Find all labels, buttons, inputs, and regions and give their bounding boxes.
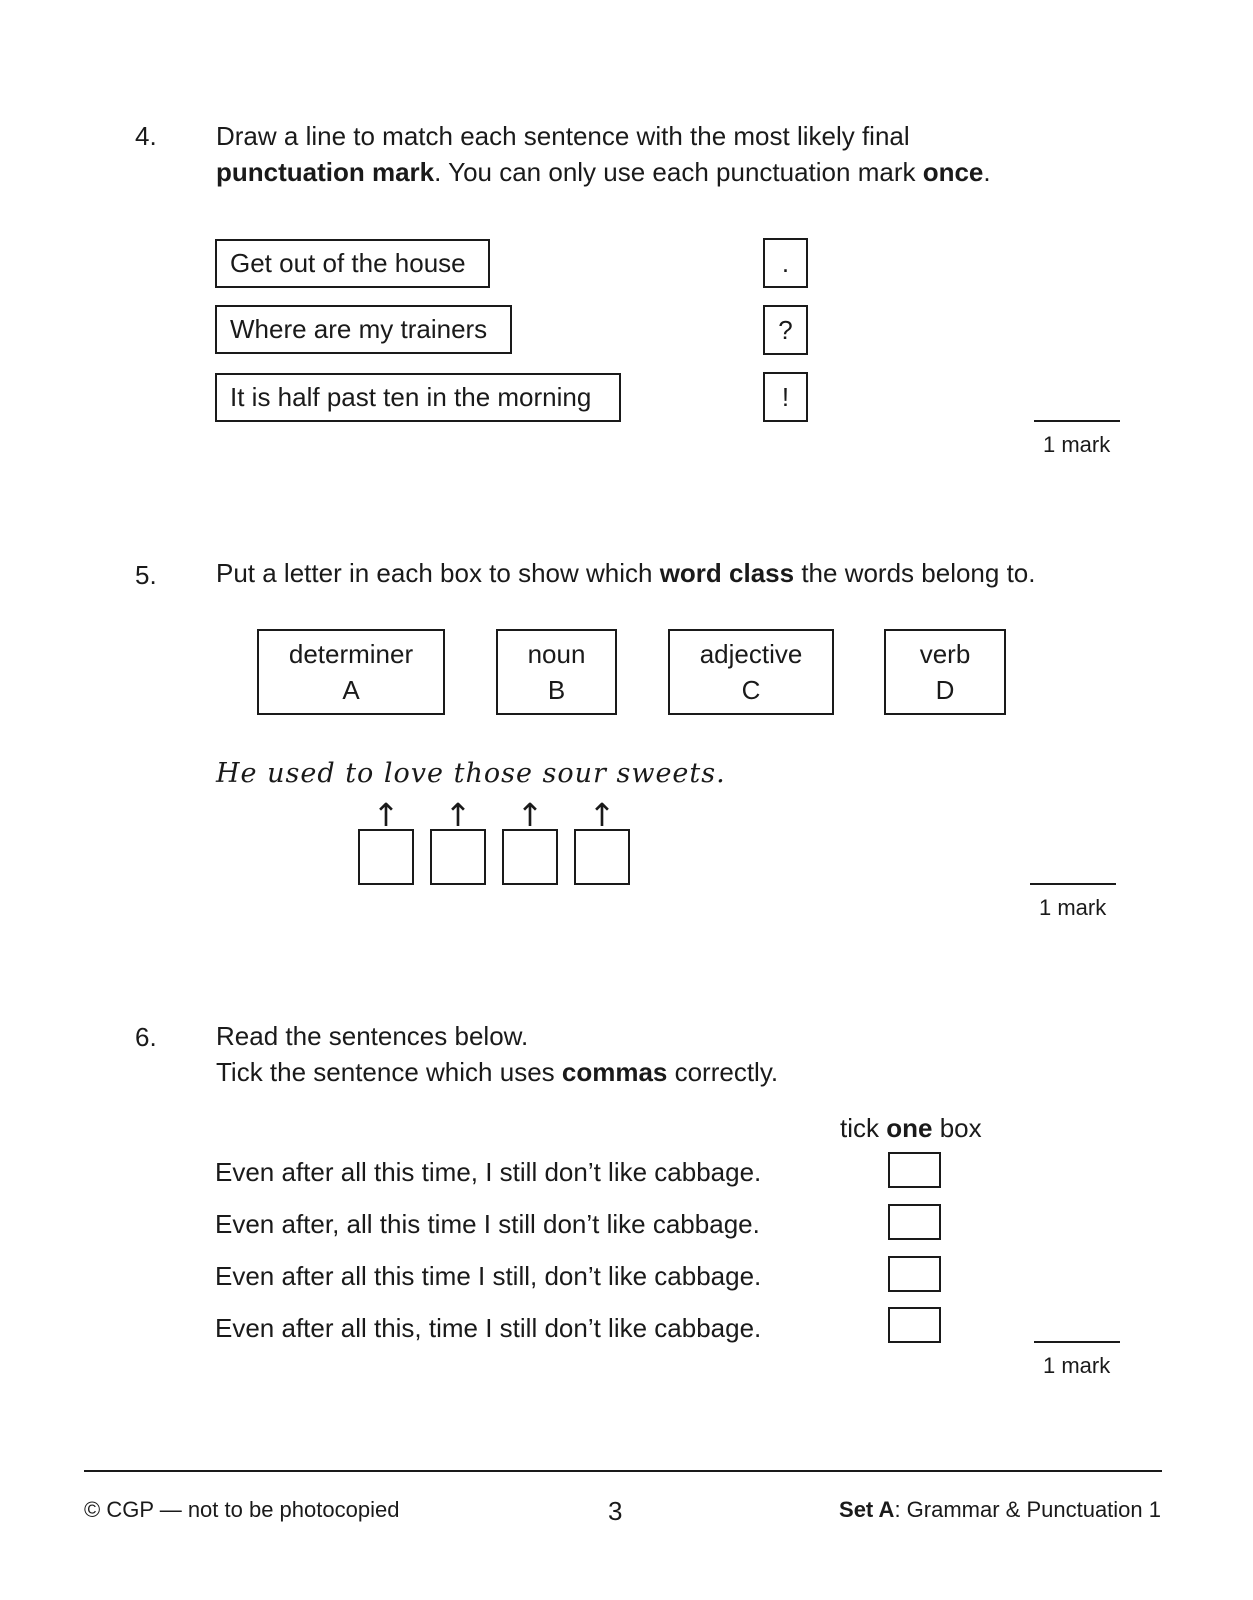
mark-label-q6: 1 mark — [1043, 1353, 1111, 1378]
question-5-number: 5. — [135, 560, 157, 590]
arrow-up-icon: ↑ — [372, 796, 400, 834]
word-class-name: verb — [919, 639, 971, 669]
tick-one-box-label — [840, 1113, 982, 1144]
tick-box-2[interactable] — [888, 1204, 941, 1240]
answer-box-3[interactable] — [502, 829, 558, 885]
question-6-instruction — [216, 1018, 778, 1090]
answer-box-2[interactable] — [430, 829, 486, 885]
footer-copyright: © CGP — not to be photocopied — [84, 1497, 400, 1522]
sentence-box-2[interactable]: Where are my trainers — [215, 305, 512, 354]
bold-commas: commas — [561, 1057, 668, 1087]
question-4-line-1: Draw a line to match each sentence with the most likely final — [216, 121, 910, 151]
question-6-line-2 — [216, 1054, 778, 1090]
tick-post: box — [932, 1113, 982, 1143]
word-class-name: adjective — [699, 639, 803, 669]
word-class-letter: D — [935, 675, 955, 705]
line-2-end: . — [983, 157, 991, 187]
word-class-name: noun — [527, 639, 586, 669]
sentence-box-3[interactable]: It is half past ten in the morning — [215, 373, 621, 422]
mark-label-q4: 1 mark — [1043, 432, 1111, 457]
word-class-box-adjective — [668, 629, 834, 715]
punctuation-box-question-mark[interactable]: ? — [763, 305, 808, 355]
line-2-middle: . You can only use each punctuation mark — [434, 157, 923, 187]
word-class-box-noun — [496, 629, 617, 715]
q6-line-2-post: correctly. — [667, 1057, 779, 1087]
footer-divider — [84, 1470, 1162, 1472]
word-class-name: determiner — [288, 639, 414, 669]
q5-text-pre: Put a letter in each box to show which — [216, 558, 660, 588]
sentence-option-1: Even after all this time, I still don’t like cabbage. — [215, 1157, 762, 1187]
arrow-up-icon: ↑ — [444, 796, 472, 834]
word-class-letter: B — [547, 675, 566, 705]
question-4-instruction — [216, 118, 991, 190]
tick-box-4[interactable] — [888, 1307, 941, 1343]
bold-word-class: word class — [659, 558, 795, 588]
question-4-number: 4. — [135, 121, 157, 151]
bold-once: once — [922, 157, 984, 187]
sentence-option-2: Even after, all this time I still don’t like cabbage. — [215, 1209, 760, 1239]
question-5-instruction — [216, 555, 1036, 591]
bold-one: one — [886, 1113, 933, 1143]
footer-set-rest: : Grammar & Punctuation 1 — [894, 1497, 1161, 1522]
mark-line-q4 — [1034, 420, 1120, 422]
tick-pre: tick — [840, 1113, 887, 1143]
bold-set-a: Set A — [839, 1497, 895, 1522]
bold-punctuation-mark: punctuation mark — [216, 157, 435, 187]
answer-box-1[interactable] — [358, 829, 414, 885]
q6-line-2-pre: Tick the sentence which uses — [216, 1057, 562, 1087]
footer-set-title — [839, 1497, 1161, 1523]
mark-line-q6 — [1034, 1341, 1120, 1343]
punctuation-box-exclamation-mark[interactable]: ! — [763, 372, 808, 422]
q5-text-post: the words belong to. — [794, 558, 1036, 588]
answer-box-4[interactable] — [574, 829, 630, 885]
sentence-option-4: Even after all this, time I still don’t like cabbage. — [215, 1313, 762, 1343]
arrow-up-icon: ↑ — [588, 796, 616, 834]
mark-label-q5: 1 mark — [1039, 895, 1107, 920]
tick-box-1[interactable] — [888, 1152, 941, 1188]
punctuation-box-full-stop[interactable]: . — [763, 238, 808, 288]
mark-line-q5 — [1030, 883, 1116, 885]
word-class-letter: C — [741, 675, 761, 705]
word-class-box-verb — [884, 629, 1006, 715]
tick-box-3[interactable] — [888, 1256, 941, 1292]
arrow-up-icon: ↑ — [516, 796, 544, 834]
handwritten-sentence: He used to love those sour sweets. — [216, 758, 726, 789]
word-class-letter: A — [342, 675, 360, 705]
page-number: 3 — [608, 1496, 623, 1526]
question-6-number: 6. — [135, 1022, 157, 1052]
question-6-line-1: Read the sentences below. — [216, 1021, 529, 1051]
sentence-box-1[interactable]: Get out of the house — [215, 239, 490, 288]
question-4-line-2 — [216, 154, 991, 190]
sentence-option-3: Even after all this time I still, don’t like cabbage. — [215, 1261, 762, 1291]
word-class-box-determiner — [257, 629, 445, 715]
